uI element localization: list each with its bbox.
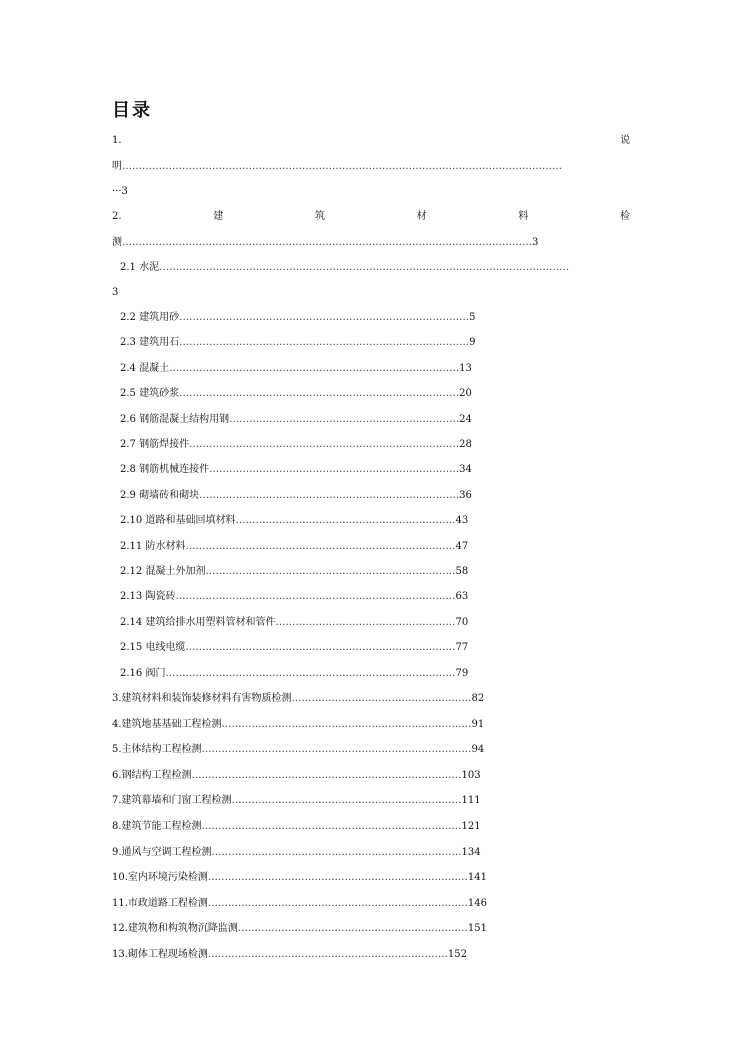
toc-entry-page: 43 bbox=[455, 515, 469, 527]
toc-leader: …………………………………………………………………………………………………………………… bbox=[122, 161, 562, 172]
toc-entry-page: 141 bbox=[467, 872, 487, 884]
toc-entry-page: 111 bbox=[461, 795, 481, 807]
toc-entry-2-char: 料 bbox=[518, 211, 529, 222]
toc-entry-label: 2.15 电线电缆 bbox=[120, 642, 186, 654]
toc-entry-label: 2.11 防水材料 bbox=[120, 540, 186, 552]
toc-leader: …………………………………………………………… bbox=[237, 923, 468, 935]
page-title: 目录 bbox=[112, 100, 152, 121]
toc-entry bbox=[112, 743, 484, 757]
toc-entry-label: 2.12 混凝土外加剂 bbox=[120, 566, 206, 577]
toc-entry-1-number: 1. bbox=[112, 135, 122, 146]
toc-entry-label: 9.通风与空调工程检测 bbox=[112, 846, 212, 858]
toc-entry-2-char: 检 bbox=[619, 211, 630, 222]
toc-entry-label: 3.建筑材料和装饰装修材料有害物质检测 bbox=[112, 693, 292, 704]
toc-entry-2-char: 2. bbox=[112, 211, 122, 222]
toc-leader: …………………………………………………………………………… bbox=[169, 362, 460, 374]
toc-entry-label: 8.建筑节能工程检测 bbox=[112, 821, 202, 832]
toc-entry-page: 34 bbox=[459, 464, 472, 476]
toc-entry-page: 36 bbox=[459, 489, 472, 501]
toc-entry-page: 94 bbox=[471, 744, 485, 756]
toc-entry-1-page: ···3 bbox=[112, 186, 128, 197]
toc-entry bbox=[120, 565, 468, 579]
toc-entry-2-char: 筑 bbox=[314, 211, 325, 222]
toc-entry bbox=[112, 922, 487, 936]
toc-entry-page: 9 bbox=[469, 337, 476, 349]
toc-entry-page: 13 bbox=[459, 362, 472, 374]
toc-entry-page: 5 bbox=[469, 312, 476, 323]
toc-entry-2-page: 3 bbox=[532, 237, 539, 248]
toc-leader: ……………………………………………… bbox=[275, 616, 456, 628]
toc-entry-page: 82 bbox=[471, 693, 485, 704]
toc-entry-label: 13.砌体工程现场检测 bbox=[112, 949, 208, 960]
toc-leader: …………………………………………………………… bbox=[229, 413, 460, 425]
toc-entry-1-char: 说 bbox=[620, 135, 630, 146]
toc-entry bbox=[120, 590, 468, 604]
toc-entry bbox=[120, 489, 472, 503]
toc-entry-label: 2.4 混凝土 bbox=[120, 362, 170, 374]
toc-entry bbox=[120, 514, 468, 528]
toc-entry-1-line1 bbox=[112, 134, 630, 148]
toc-entry-page: 47 bbox=[455, 540, 469, 552]
toc-leader: …………………………………………………………………… bbox=[201, 821, 462, 832]
toc-entry-page: 91 bbox=[471, 718, 485, 730]
toc-entry-label: 2.5 建筑砂浆 bbox=[120, 388, 180, 400]
toc-leader: ……………………………………………………………………… bbox=[189, 439, 460, 450]
toc-entry-label: 4.建筑地基基础工程检测 bbox=[112, 718, 222, 730]
toc-leader: ……………………………………………………………………… bbox=[201, 744, 472, 756]
toc-entry-page: 58 bbox=[455, 566, 469, 577]
toc-entry bbox=[112, 769, 481, 783]
toc-entry bbox=[112, 718, 484, 732]
toc-entry-label: 2.13 陶瓷砖 bbox=[120, 591, 176, 603]
toc-entry bbox=[112, 692, 484, 706]
toc-entry-page: 70 bbox=[455, 616, 469, 628]
toc-leader: …………………………………………………………………… bbox=[199, 489, 460, 501]
toc-entry-page: 134 bbox=[461, 846, 481, 858]
toc-leader: …………………………………………………………………………… bbox=[179, 312, 470, 323]
toc-leader: …………………………………………………………………… bbox=[207, 872, 468, 884]
toc-entry-label: 2.16 阀门 bbox=[120, 667, 166, 679]
toc-entry bbox=[112, 794, 481, 808]
toc-entry-label: 11.市政道路工程检测 bbox=[112, 897, 208, 909]
toc-entry-page: 103 bbox=[461, 769, 481, 781]
toc-entry-2-line2 bbox=[112, 236, 538, 250]
toc-leader: ……………………………………………………………………… bbox=[185, 642, 456, 654]
toc-leader: ………………………………………………………………………… bbox=[175, 591, 456, 603]
toc-entry-2-char: 材 bbox=[416, 211, 427, 222]
toc-entry-label: 12.建筑物和构筑物沉降监测 bbox=[112, 923, 238, 935]
toc-entry bbox=[120, 667, 468, 681]
toc-entry bbox=[120, 540, 468, 554]
toc-entry bbox=[120, 387, 472, 401]
toc-entry-page: 152 bbox=[447, 949, 467, 960]
toc-entry-label: 7.建筑幕墙和门窗工程检测 bbox=[112, 795, 232, 807]
toc-leader: ………………………………………………………………………… bbox=[179, 388, 460, 400]
toc-entry bbox=[112, 846, 481, 860]
toc-leader: …………………………………………………………………………………………………………… bbox=[122, 237, 532, 248]
toc-entry bbox=[112, 948, 467, 962]
toc-entry-2-char: 建 bbox=[213, 211, 224, 222]
toc-leader: ………………………………………………………………… bbox=[211, 846, 462, 858]
toc-entry-label: 6.钢结构工程检测 bbox=[112, 769, 192, 781]
toc-leader: …………………………………………………………………… bbox=[207, 897, 468, 909]
toc-entry bbox=[120, 616, 468, 630]
toc-leader: …………………………………………………………………………… bbox=[179, 337, 470, 349]
toc-leader: ………………………………………………………………… bbox=[209, 464, 460, 476]
toc-leader: …………………………………………………………… bbox=[231, 795, 462, 807]
toc-entry bbox=[112, 871, 487, 885]
toc-entry-page: 24 bbox=[459, 413, 472, 425]
toc-entry-page: 28 bbox=[459, 439, 472, 450]
toc-entry bbox=[112, 820, 481, 834]
toc-leader: ……………………………………………………………… bbox=[207, 949, 448, 960]
toc-leader: ……………………………………………………………………… bbox=[191, 769, 462, 781]
toc-entry bbox=[120, 641, 468, 655]
toc-entry bbox=[112, 897, 487, 911]
toc-leader: ………………………………………………………………… bbox=[205, 566, 456, 577]
toc-leader: ………………………………………………………………… bbox=[221, 718, 472, 730]
toc-entry-label: 2.9 砌墙砖和砌块 bbox=[120, 489, 200, 501]
toc-entry-label: 2.1 水泥 bbox=[120, 262, 160, 273]
toc-entry bbox=[120, 413, 472, 427]
toc-entry bbox=[120, 362, 472, 376]
toc-entry-page: 63 bbox=[455, 591, 469, 603]
toc-entry-1-cont: 明 bbox=[112, 161, 122, 172]
toc-entry-2-line1 bbox=[112, 210, 630, 224]
toc-entry-page: 121 bbox=[461, 821, 481, 832]
toc-leader: ……………………………………………… bbox=[291, 693, 472, 704]
toc-entry bbox=[120, 336, 475, 350]
toc-entry-label: 2.8 钢筋机械连接件 bbox=[120, 464, 210, 476]
toc-entry-2-cont: 测 bbox=[112, 237, 122, 248]
toc-entry-2-1 bbox=[120, 261, 569, 275]
toc-entry bbox=[120, 311, 475, 325]
toc-entry bbox=[120, 463, 472, 477]
toc-leader: ……………………………………………………………………… bbox=[185, 540, 456, 552]
toc-leader: …………………………………………………………………………………………………………… bbox=[159, 262, 570, 273]
toc-leader: ………………………………………………………… bbox=[235, 515, 456, 527]
toc-entry-page: 151 bbox=[467, 923, 487, 935]
toc-entry-2-1-page: 3 bbox=[112, 287, 119, 298]
toc-entry-page: 77 bbox=[455, 642, 469, 654]
toc-entry-page: 146 bbox=[467, 897, 487, 909]
toc-entry-label: 2.7 钢筋焊接件 bbox=[120, 439, 190, 450]
toc-entry-label: 2.6 钢筋混凝土结构用钢 bbox=[120, 413, 230, 425]
toc-entry-label: 5.主体结构工程检测 bbox=[112, 744, 202, 756]
toc-entry bbox=[120, 438, 472, 452]
toc-entry-page: 20 bbox=[459, 388, 472, 400]
toc-entry-page: 79 bbox=[455, 667, 469, 679]
toc-entry-label: 2.10 道路和基础回填材料 bbox=[120, 515, 236, 527]
toc-entry-label: 2.3 建筑用石 bbox=[120, 337, 180, 349]
toc-entry-1-line2 bbox=[112, 160, 562, 174]
toc-entry-label: 2.2 建筑用砂 bbox=[120, 312, 180, 323]
toc-entry-label: 10.室内环境污染检测 bbox=[112, 872, 208, 884]
toc-entry-label: 2.14 建筑给排水用塑料管材和管件 bbox=[120, 616, 276, 628]
toc-leader: …………………………………………………………………………… bbox=[165, 667, 456, 679]
